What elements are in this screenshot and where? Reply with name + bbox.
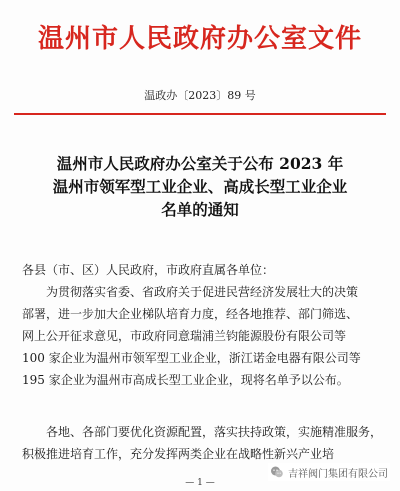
- notice-title-line: 温州市领军型工业企业、高成长型工业企业: [52, 177, 348, 196]
- document-number: 温政办〔2023〕89 号: [144, 89, 256, 102]
- watermark-text: 吉祥阀门集团有限公司: [288, 468, 388, 480]
- notice-title: [0, 152, 400, 221]
- notice-title-line: 温州市人民政府办公室关于公布 2023 年: [56, 154, 344, 173]
- page-number: — 1 —: [185, 478, 215, 488]
- paragraph-line: 为贯彻落实省委、省政府关于促进民营经济发展壮大的决策: [46, 285, 359, 299]
- paragraph-line: 各地、各部门要优化资源配置，落实扶持政策，实施精准服务，: [46, 425, 383, 439]
- document-header-title: 温州市人民政府办公室文件: [37, 24, 362, 54]
- paragraph-2: [22, 421, 382, 465]
- notice-title-line: 名单的通知: [161, 200, 239, 219]
- paragraph-line: 部署，进一步加大企业梯队培育力度，经各地推荐、部门筛选、: [22, 307, 359, 321]
- salutation: 各县（市、区）人民政府，市政府直属各单位：: [22, 263, 275, 277]
- red-divider-line: [14, 113, 386, 115]
- paragraph-line: 100 家企业为温州市领军型工业企业，浙江诺金电器有限公司等: [22, 351, 361, 365]
- paragraph-1: [22, 281, 382, 391]
- paragraph-line: 195 家企业为温州市高成长型工业企业，现将名单予以公布。: [22, 373, 349, 387]
- paragraph-line: 网上公开征求意见，市政府同意瑞浦兰钧能源股份有限公司等: [22, 329, 347, 343]
- wechat-icon: [270, 465, 284, 479]
- paragraph-line: 积极推进培育工作，充分发挥两类企业在战略性新兴产业培: [22, 447, 335, 461]
